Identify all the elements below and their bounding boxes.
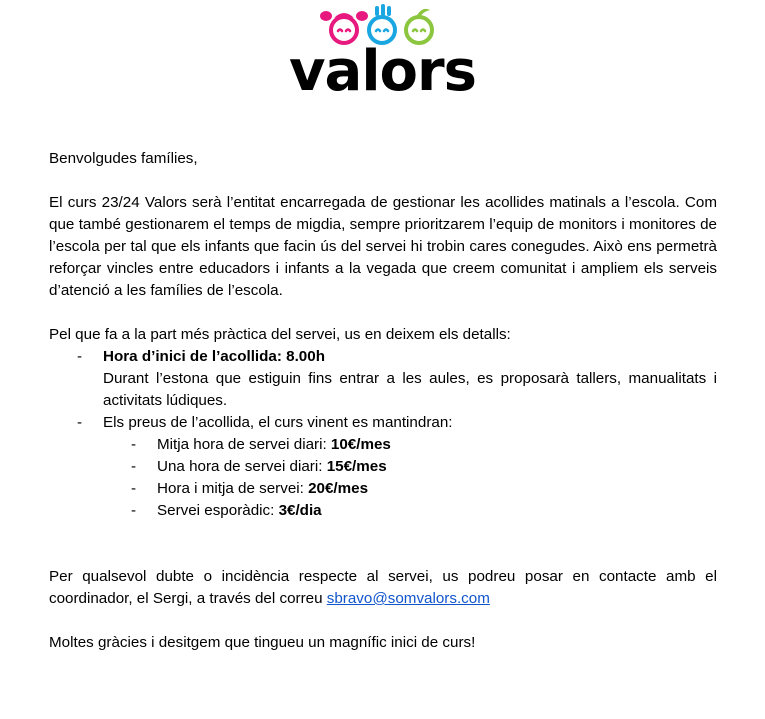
price-item [103,500,717,522]
start-time-description: Durant l’estona que estiguin fins entrar a les aules, es proposarà tallers, manualitats i activitats lúdiques. [103,370,717,409]
contact-text: Per qualsevol dubte o incidència respecte al servei, us podreu posar en contacte amb el coordinador, el Sergi, a través del correu [49,568,717,607]
closing: Moltes gràcies i desitgem que tingueu un magnífic inici de curs! [49,634,476,651]
greeting: Benvolgudes famílies, [49,150,198,167]
price-item [103,456,717,478]
logo [0,0,765,110]
list-item [49,412,717,522]
list-item [49,346,717,412]
letter-body [49,148,717,654]
start-time-list [49,346,717,412]
price-label: Hora i mitja de servei: [157,480,309,497]
prices-intro: Els preus de l’acollida, el curs vinent es mantindran: [103,414,453,431]
price-label: Servei esporàdic: [157,502,279,519]
price-value: 3€/dia [278,502,322,519]
prices-sublist [103,434,717,522]
logo-wordmark: valors [289,39,476,104]
price-label: Una hora de servei diari: [157,458,327,475]
price-label: Mitja hora de servei diari: [157,436,331,453]
price-value: 20€/mes [308,480,369,497]
price-value: 15€/mes [326,458,387,475]
intro-paragraph: El curs 23/24 Valors serà l’entitat encarregada de gestionar les acollides matinals a l’escola. Com que també gestionarem el temps de migdia, sempre prioritzarem l’equip de monitors i monitores de l’escola per tal que els infants que facin ús del servei hi trobin cares conegudes. Això ens permetrà reforçar vincles entre educadors i infants a la vegada que creem comunitat i ampliem els serveis d’atenció a les famílies de l’escola. [49,194,717,299]
prices-list [49,412,717,522]
contact-paragraph [49,566,717,610]
contact-email-link[interactable]: sbravo@somvalors.com [326,590,490,607]
price-item [103,434,717,456]
price-item [103,478,717,500]
price-value: 10€/mes [330,436,391,453]
details-intro: Pel que fa a la part més pràctica del servei, us en deixem els detalls: [49,326,511,343]
start-time-title: Hora d’inici de l’acollida: 8.00h [103,348,325,365]
